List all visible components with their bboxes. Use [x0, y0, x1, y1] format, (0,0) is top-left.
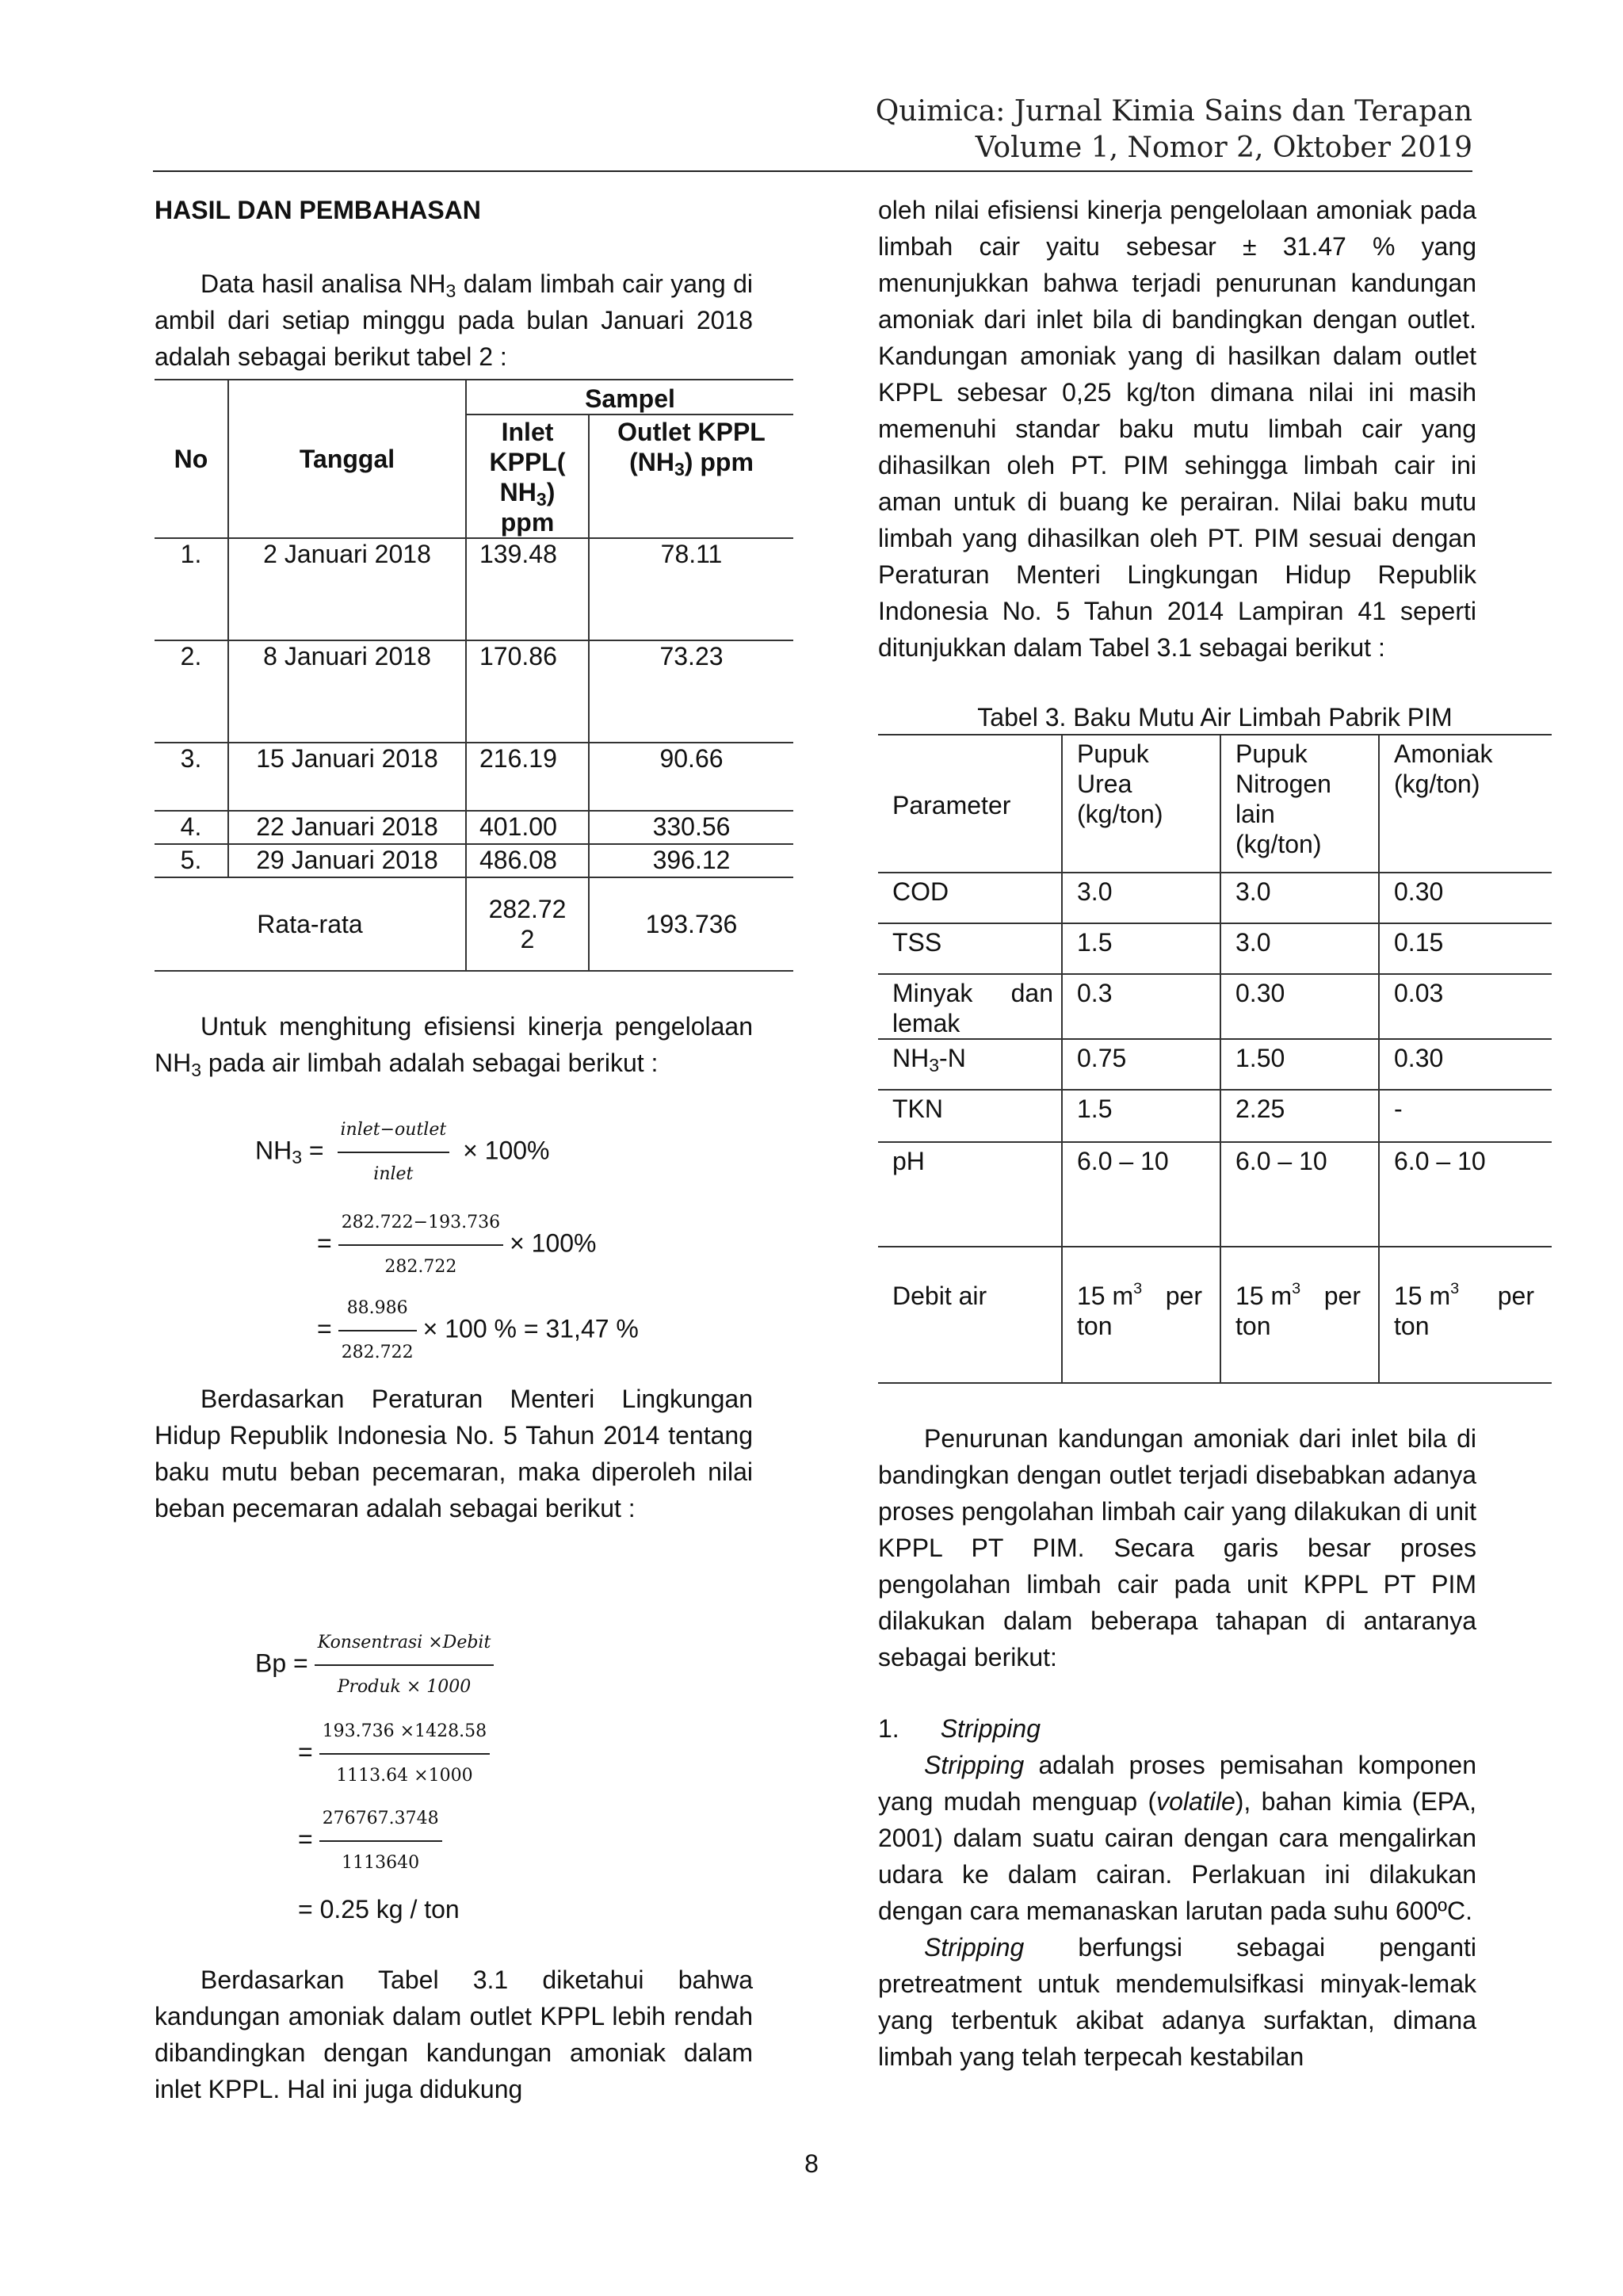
journal-name: Quimica: Jurnal Kimia Sains dan Terapan	[875, 95, 1472, 128]
journal-volume: Volume 1, Nomor 2, Oktober 2019	[975, 132, 1472, 164]
header-inlet: Inlet KPPL( $NH_3$) ppm	[466, 415, 589, 538]
header-tanggal: Tanggal	[228, 380, 466, 538]
table-row: COD 3.0 3.0 0.30	[878, 873, 1552, 923]
bp-intro-paragraph: Berdasarkan Peraturan Menteri Lingkungan Hidup Republik Indonesia No. 5 Tahun 2014 tentang baku mutu beban pecemaran, maka diperoleh nilai beban pecemaran adalah sebagai berikut :	[155, 1385, 753, 1522]
bp-equation-2: = $\frac{193.736 \times 1428.58}{1113.64 \times 1000}$	[298, 1713, 496, 1794]
section-title: HASIL DAN PEMBAHASAN	[155, 196, 481, 224]
table-row: 3. 15 Januari 2018 216.19 90.66	[155, 743, 793, 811]
efficiency-equation-2: = $\frac{282.722-193.736}{282.722}$ × 100%	[317, 1205, 597, 1286]
table-row: Minyak dan lemak 0.3 0.30 0.03	[878, 974, 1552, 1039]
list-item-stripping: 1. Stripping Stripping adalah proses pemisahan komponen yang mudah menguap (volatile), bahan kimia (EPA, 2001) dalam suatu cairan dengan cara mengalirkan udara ke dalam cairan. Perlakuan ini dilakukan dengan cara memanaskan larutan pada suhu 600ºC. Stripping berfungsi sebagai penganti pretreatment untuk mendemulsifkasi minyak-lemak yang terbentuk akibat adanya surfaktan, dimana limbah yang telah terpecah kestabilan	[878, 1714, 1477, 2071]
fraction: $\frac{88.986}{282.722}$	[338, 1290, 417, 1371]
header-no: No	[155, 380, 228, 538]
bp-result: = 0.25 kg / ton	[298, 1895, 460, 1924]
intro-paragraph: Data hasil analisa $NH_3$ dalam limbah cair yang di ambil dari setiap minggu pada bulan Januari 2018 adalah sebagai berikut tabel 2 :	[155, 269, 753, 371]
table-row-average: Rata-rata 282.72 2 193.736	[155, 877, 793, 971]
efficiency-equation-1: $NH_3$ = $\frac{\text{inlet−outlet}}{\text{inlet}}$ × 100%	[255, 1112, 550, 1193]
header-parameter: Parameter	[878, 735, 1062, 873]
header-amoniak: Amoniak (kg/ton)	[1394, 739, 1493, 798]
page-number: 8	[804, 2149, 819, 2178]
table-row: 1. 2 Januari 2018 139.48 78.11	[155, 538, 793, 640]
fraction: $\frac{282.722-193.736}{282.722}$	[338, 1205, 503, 1286]
header-pupuk-urea: Pupuk Urea (kg/ton)	[1062, 735, 1220, 873]
table-3-baku-mutu	[878, 734, 1552, 1384]
header-sampel: Sampel	[466, 380, 793, 415]
fraction: $\frac{193.736 \times 1428.58}{1113.64 \times 1000}$	[319, 1713, 490, 1794]
fraction: $\frac{\text{inlet−outlet}}{\text{inlet}}$	[338, 1112, 450, 1193]
table-row: TSS 1.5 3.0 0.15	[878, 923, 1552, 974]
table-row: 2. 8 Januari 2018 170.86 73.23	[155, 640, 793, 743]
table-3-caption: Tabel 3. Baku Mutu Air Limbah Pabrik PIM	[977, 703, 1453, 732]
table-row: pH 6.0 – 10 6.0 – 10 6.0 – 10	[878, 1142, 1552, 1247]
table-row: $NH_3-N$ 0.75 1.50 0.30	[878, 1039, 1552, 1090]
header-rule	[153, 170, 1472, 172]
table-2-nh3-samples	[155, 379, 793, 972]
running-header	[876, 94, 1472, 166]
table-row-debit: Debit air 15 $m^3$ per ton 15 $m^3$ per ton 15 $m^3$ per ton	[878, 1247, 1552, 1383]
calc-intro-paragraph: Untuk menghitung efisiensi kinerja pengelolaan $NH_3$ pada air limbah adalah sebagai berikut :	[155, 1012, 753, 1080]
table-row: 5. 29 Januari 2018 486.08 396.12	[155, 844, 793, 877]
efficiency-equation-3: = $\frac{88.986}{282.722}$ × 100 % = 31,47 %	[317, 1290, 639, 1371]
right-paragraph-1: oleh nilai efisiensi kinerja pengelolaan amoniak pada limbah cair yaitu sebesar ± 31.47 % yang menunjukkan bahwa terjadi penurunan kandungan amoniak dari inlet bila di bandingkan dengan outlet. Kandungan amoniak yang di hasilkan dalam outlet KPPL sebesar 0,25 kg/ton dimana nilai ini masih memenuhi standar baku mutu limbah cair yang dihasilkan oleh PT. PIM sehingga limbah cair ini aman untuk di buang ke perairan. Nilai baku mutu limbah yang dihasilkan oleh PT. PIM sesuai dengan Peraturan Menteri Lingkungan Hidup Republik Indonesia No. 5 Tahun 2014 Lampiran 41 seperti ditunjukkan dalam Tabel 3.1 sebagai berikut :	[878, 196, 1476, 662]
right-paragraph-2: Penurunan kandungan amoniak dari inlet bila di bandingkan dengan outlet terjadi disebabkan adanya proses pengolahan limbah cair yang dilakukan di unit KPPL PT PIM. Secara garis besar proses pengolahan limbah cair pada unit KPPL PT PIM dilakukan dalam beberapa tahapan di antaranya sebagai berikut:	[878, 1424, 1476, 1671]
header-pupuk-nitrogen: Pupuk Nitrogen lain (kg/ton)	[1220, 735, 1379, 873]
table-row: TKN 1.5 2.25 -	[878, 1090, 1552, 1142]
bp-equation-3: = $\frac{276767.3748}{1113640}$	[298, 1801, 449, 1881]
fraction: $\frac{\text{Konsentrasi ×Debit}}{\text{Produk × 1000}}$	[315, 1625, 495, 1706]
fraction: $\frac{276767.3748}{1113640}$	[319, 1801, 442, 1881]
conclusion-paragraph: Berdasarkan Tabel 3.1 diketahui bahwa kandungan amoniak dalam outlet KPPL lebih rendah dibandingkan dengan kandungan amoniak dalam inlet KPPL. Hal ini juga didukung	[155, 1966, 753, 2103]
bp-equation-1: Bp = $\frac{\text{Konsentrasi ×Debit}}{\text{Produk × 1000}}$	[255, 1625, 500, 1706]
header-outlet: Outlet KPPL $(NH_3)$ ppm	[617, 418, 766, 479]
table-row: 4. 22 Januari 2018 401.00 330.56	[155, 811, 793, 844]
